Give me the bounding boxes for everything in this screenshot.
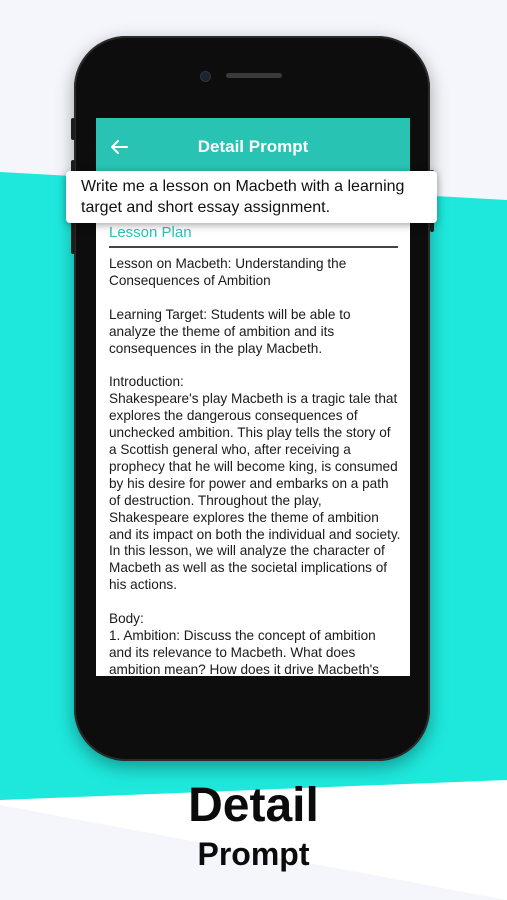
section-divider <box>109 246 398 248</box>
page-title: Detail Prompt <box>197 137 309 156</box>
section-title: Lesson Plan <box>109 224 192 241</box>
caption-title: Detail <box>188 779 319 832</box>
app-bar <box>96 118 410 174</box>
caption-subtitle: Prompt <box>197 836 310 872</box>
camera <box>200 71 211 82</box>
silent-switch <box>71 118 75 140</box>
speaker <box>226 73 282 78</box>
prompt-card: Write me a lesson on Macbeth with a learning target and short essay assignment. <box>66 171 437 223</box>
lesson-content: Lesson on Macbeth: Understanding the Consequences of Ambition Learning Target: Students will be able to analyze the theme of ambition and its consequences in the play Macbeth. Introduction: Shakespeare's play Macbeth is a tragic tale that explores the dangerous consequences of unchecked ambition. This play tells the story of a Scottish general who, after receiving a prophecy that he will become king, is consumed by his desire for power and embarks on a path of destruction. Throughout the play, Shakespeare explores the theme of ambition and its impact on both the individual and society. In this lesson, we will analyze the character of Macbeth as well as the societal implications of his actions. Body: 1. Ambition: Discuss the concept of ambition and its relevance to Macbeth. What does ambition mean? How does it drive Macbeth's <box>109 256 401 676</box>
